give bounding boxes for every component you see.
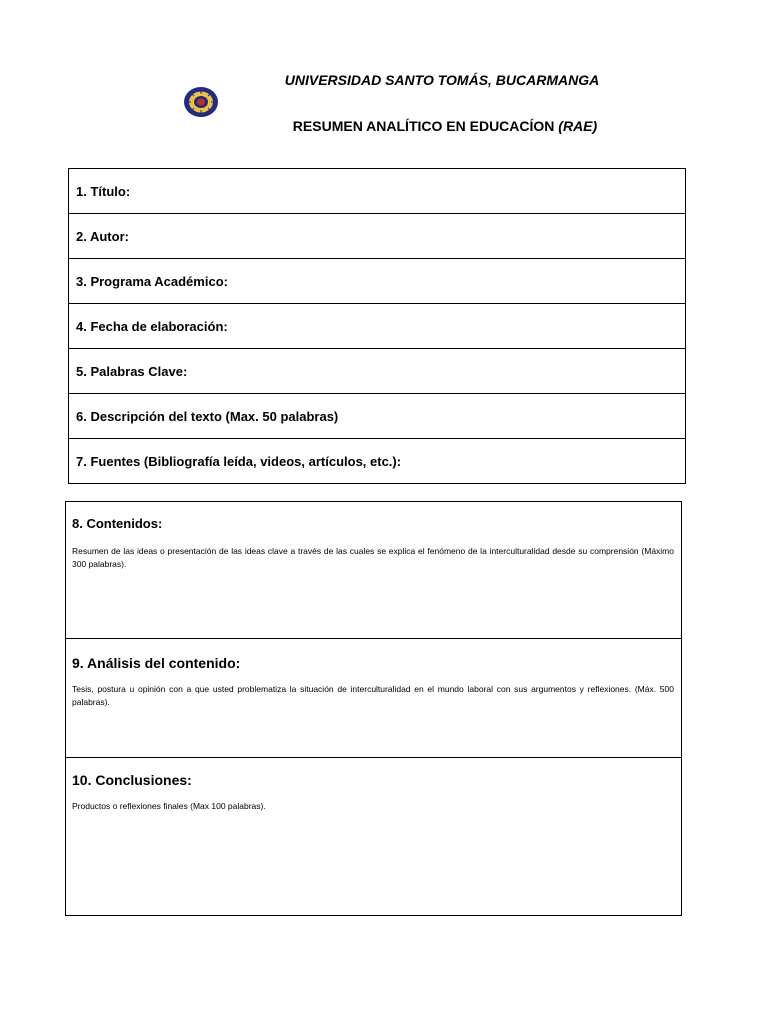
- university-name: UNIVERSIDAD SANTO TOMÁS, BUCARMANGA: [284, 72, 600, 88]
- field-autor[interactable]: 2. Autor:: [69, 214, 685, 259]
- field-palabras-clave[interactable]: 5. Palabras Clave:: [69, 349, 685, 394]
- section-description: Resumen de las ideas o presentación de las ideas clave a través de las cuales se explica el fenómeno de la interculturalidad desde su comprensión (Máximo 300 palabras).: [72, 546, 674, 569]
- field-fecha-elaboracion[interactable]: 4. Fecha de elaboración:: [69, 304, 685, 349]
- metadata-table: [68, 168, 686, 484]
- field-descripcion-texto[interactable]: 6. Descripción del texto (Max. 50 palabras): [69, 394, 685, 439]
- content-sections-table: [65, 501, 682, 916]
- section-conclusiones[interactable]: [66, 758, 681, 915]
- document-title: [0, 118, 768, 134]
- section-analisis-contenido[interactable]: [66, 639, 681, 758]
- field-titulo[interactable]: 1. Título:: [69, 169, 685, 214]
- section-title: 8. Contenidos:: [72, 516, 163, 531]
- section-description: Tesis, postura u opinión con a que usted problematiza la situación de interculturalidad en el mundo laboral con sus argumentos y reflexiones. (Máx. 500 palabras).: [72, 684, 674, 707]
- field-fuentes[interactable]: 7. Fuentes (Bibliografía leída, videos, artículos, etc.):: [76, 453, 402, 469]
- section-title: 9. Análisis del contenido:: [72, 655, 241, 671]
- document-title-main: RESUMEN ANALÍTICO EN EDUCACÍON: [292, 118, 559, 134]
- document-title-abbrev: (RAE): [558, 118, 598, 134]
- section-contenidos[interactable]: [66, 502, 681, 639]
- university-seal-logo: [183, 86, 219, 118]
- field-programa-academico[interactable]: 3. Programa Académico:: [69, 259, 685, 304]
- section-title: 10. Conclusiones:: [72, 772, 192, 788]
- section-description: Productos o reflexiones finales (Max 100 palabras).: [72, 801, 266, 811]
